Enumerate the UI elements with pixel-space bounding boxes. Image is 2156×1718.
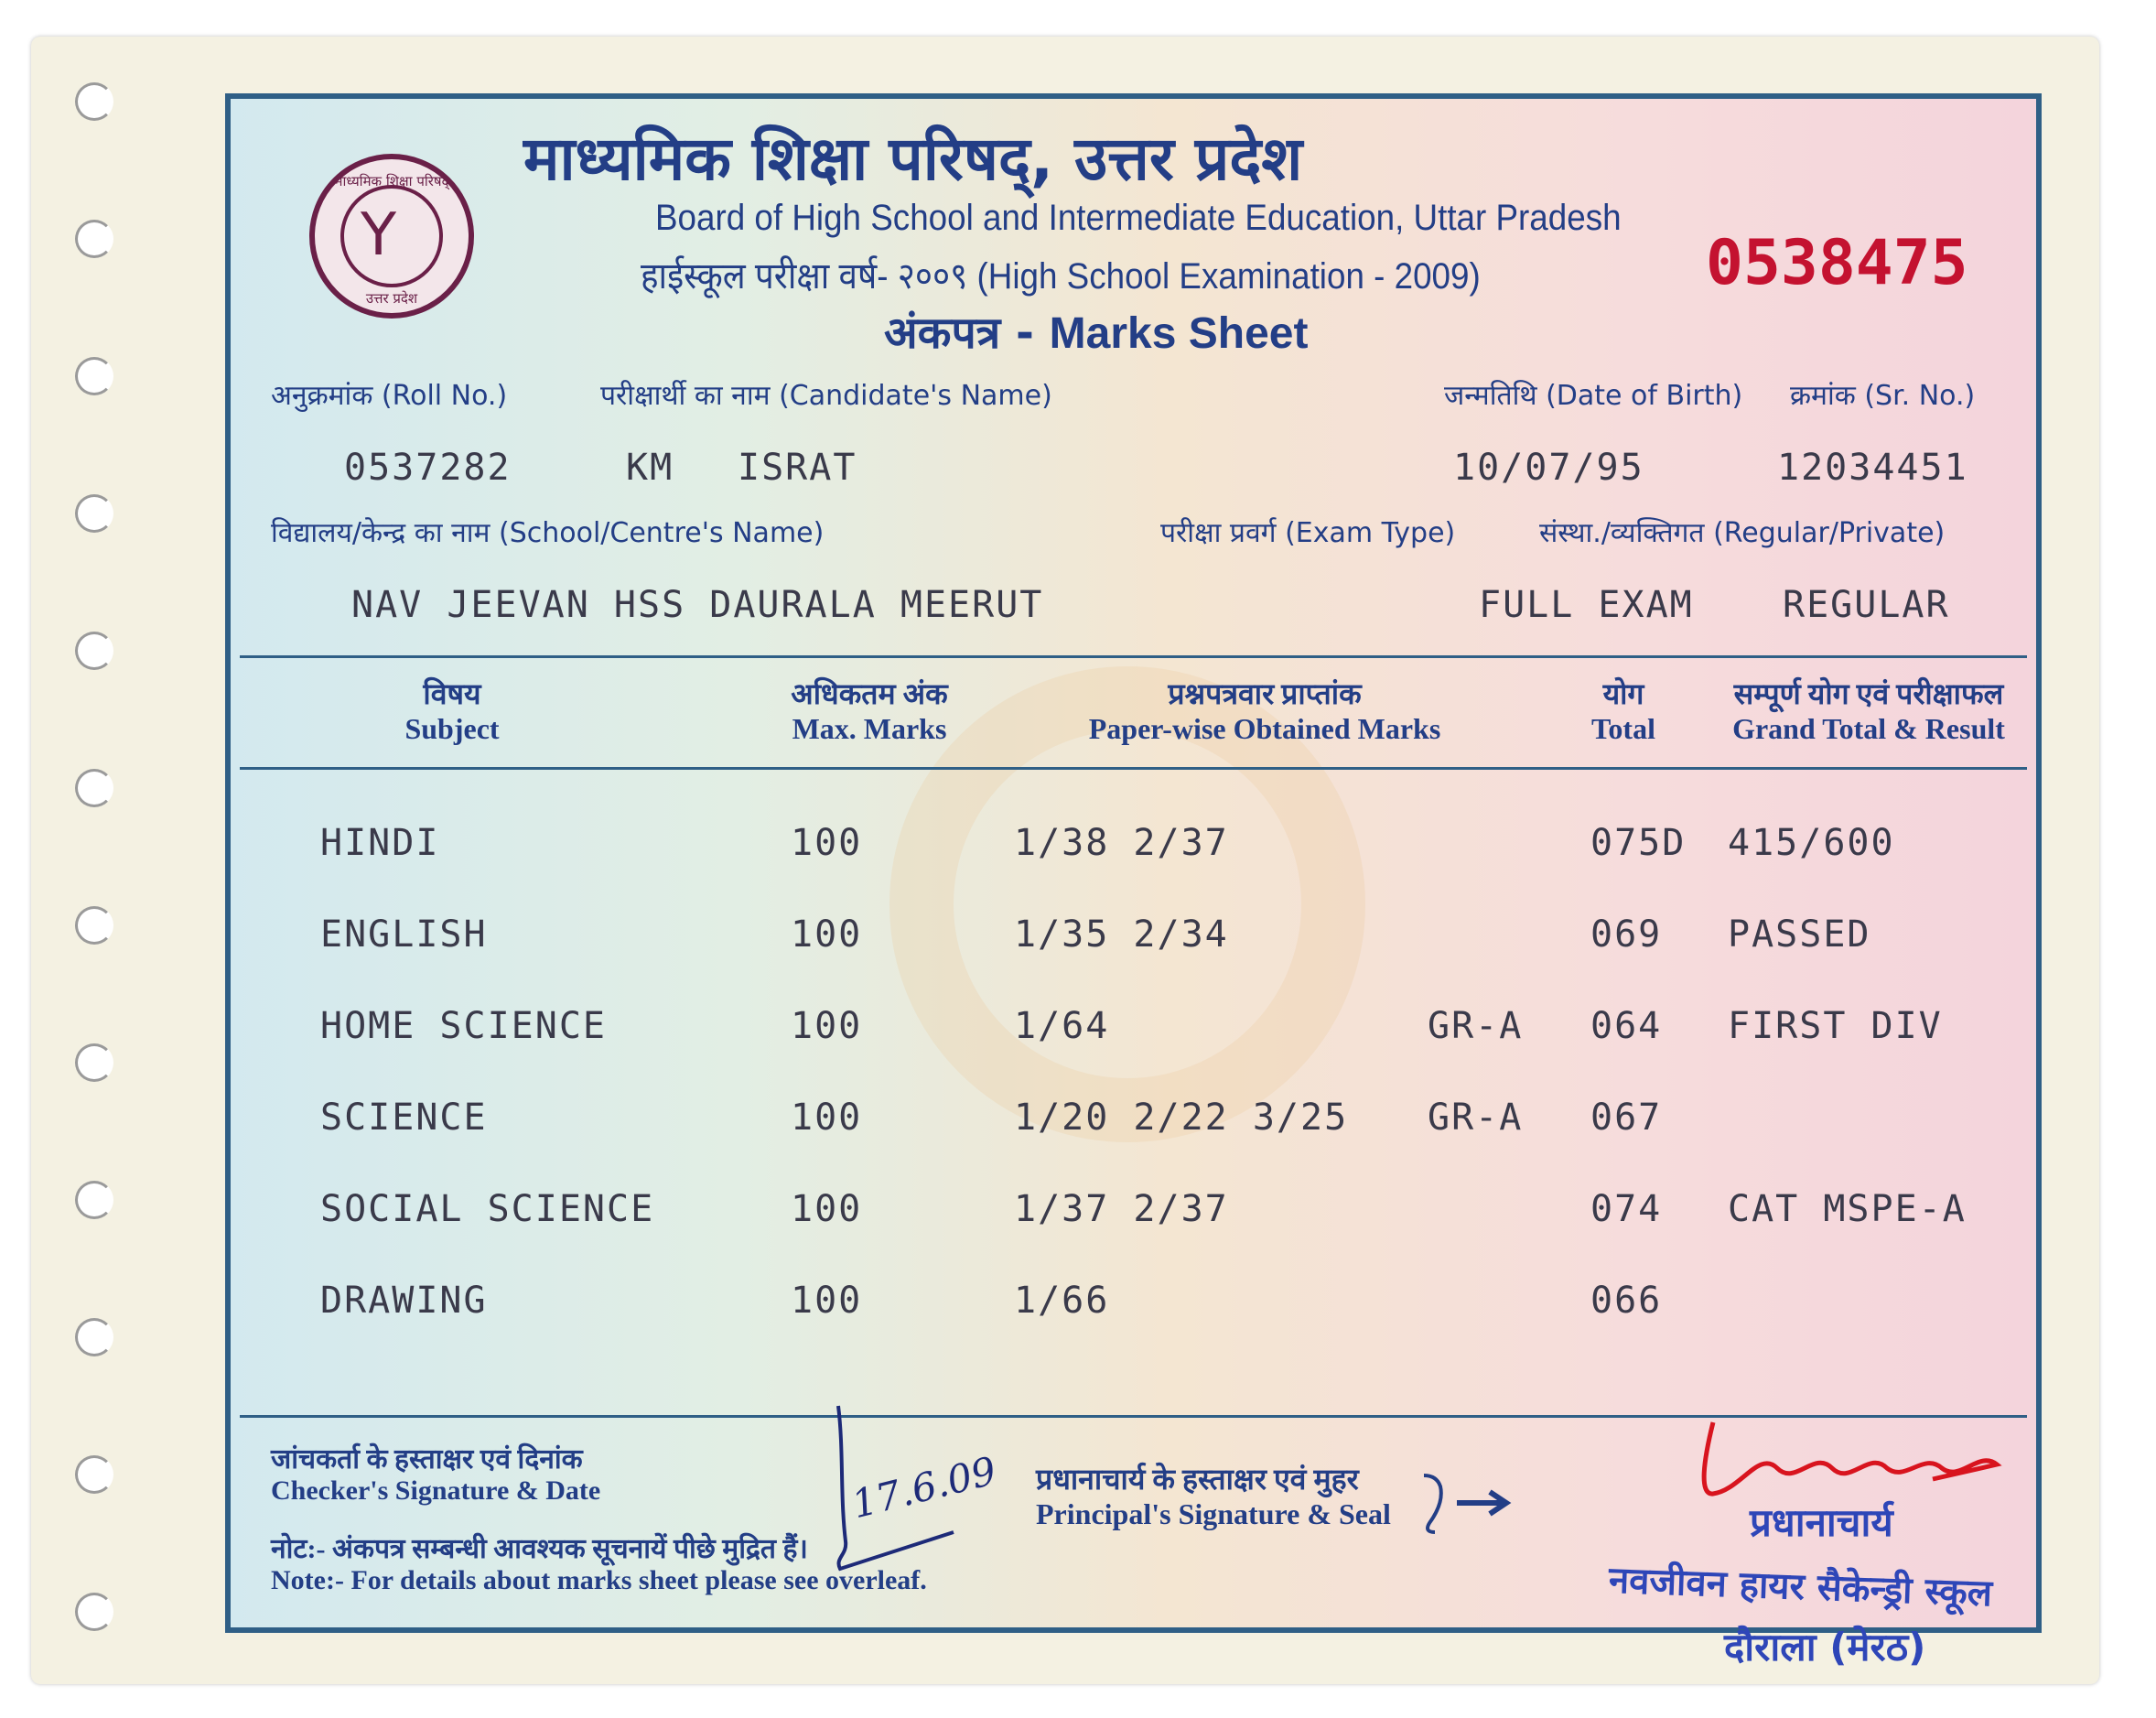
max-marks-header-hindi: अधिकतम अंक	[791, 677, 948, 710]
total-cell: 075D	[1590, 822, 1687, 864]
max-marks-cell: 100	[791, 1188, 863, 1230]
emblem-icon: Y	[361, 201, 397, 269]
max-marks-cell: 100	[791, 1097, 863, 1139]
principal-signature	[1704, 1422, 1997, 1494]
principal-label: Principal's Signature & Seal	[1036, 1497, 1391, 1530]
result-cell: CAT MSPE-A	[1728, 1188, 1967, 1230]
binder-hole	[75, 82, 113, 121]
binder-hole	[75, 1593, 113, 1631]
paper-marks-cell: 1/35 2/34	[1014, 913, 1229, 956]
total-cell: 074	[1590, 1188, 1663, 1230]
subject-header: Subject	[404, 712, 500, 745]
binder-hole	[75, 906, 113, 945]
total-header-hindi: योग	[1602, 677, 1644, 710]
binder-hole	[75, 1043, 113, 1082]
arrow-right-icon	[1457, 1492, 1506, 1514]
principal-label-hindi: प्रधानाचार्य के हस्ताक्षर एवं मुहर	[1036, 1463, 1359, 1496]
max-marks-cell: 100	[791, 1005, 863, 1047]
binder-hole	[75, 1181, 113, 1219]
binder-hole	[75, 357, 113, 395]
candidate-name-value: ISRAT	[738, 447, 857, 489]
grand-total-header: Grand Total & Result	[1732, 712, 2005, 745]
paper-marks-header: Paper-wise Obtained Marks	[1088, 712, 1441, 745]
header-divider	[240, 655, 2027, 658]
total-cell: 066	[1590, 1280, 1663, 1322]
board-title-hindi: माध्यमिक शिक्षा परिषद्, उत्तर प्रदेश	[523, 124, 1303, 194]
subject-header-hindi: विषय	[423, 677, 481, 710]
max-marks-cell: 100	[791, 822, 863, 864]
note-hindi: नोट:- अंकपत्र सम्बन्धी आवश्यक सूचनायें पीछे मुद्रित हैं।	[271, 1534, 808, 1564]
binder-hole	[75, 1318, 113, 1356]
binder-hole	[75, 769, 113, 807]
serial-number: 0538475	[1706, 227, 1968, 299]
grade-cell: GR-A	[1428, 1097, 1524, 1139]
subject-cell: DRAWING	[320, 1280, 488, 1322]
total-cell: 067	[1590, 1097, 1663, 1139]
subject-cell: SOCIAL SCIENCE	[320, 1188, 655, 1230]
max-marks-cell: 100	[791, 1280, 863, 1322]
exam-type-label: परीक्षा प्रवर्ग (Exam Type)	[1160, 517, 1456, 549]
checker-label: Checker's Signature & Date	[271, 1475, 601, 1506]
max-marks-header: Max. Marks	[792, 712, 947, 745]
regular-private-label: संस्था./व्यक्तिगत (Regular/Private)	[1539, 517, 1946, 549]
sheet-title-hindi: अंकपत्र	[884, 308, 1001, 359]
binder-hole	[75, 632, 113, 670]
max-marks-cell: 100	[791, 913, 863, 956]
exam-title: हाईस्कूल परीक्षा वर्ष- २००९ (High School Examination - 2009)	[641, 256, 1481, 297]
total-cell: 064	[1590, 1005, 1663, 1047]
sheet-title-separator: -	[1016, 308, 1034, 359]
stamp-location: दौराला (मेरठ)	[1724, 1625, 1926, 1669]
dob-value: 10/07/95	[1453, 447, 1644, 489]
subject-cell: HOME SCIENCE	[320, 1005, 607, 1047]
brace-icon	[1424, 1475, 1441, 1532]
result-cell: FIRST DIV	[1728, 1005, 1943, 1047]
regular-private-value: REGULAR	[1783, 584, 1950, 626]
paper-marks-header-hindi: प्रश्नपत्रवार प्राप्तांक	[1168, 677, 1362, 710]
checker-date: 17.6.09	[847, 1447, 1001, 1528]
paper-marks-cell: 1/64	[1014, 1005, 1110, 1047]
note-english: Note:- For details about marks sheet please see overleaf.	[271, 1565, 927, 1595]
subject-cell: SCIENCE	[320, 1097, 488, 1139]
total-cell: 069	[1590, 913, 1663, 956]
paper-marks-cell: 1/66	[1014, 1280, 1110, 1322]
sr-no-label: क्रमांक (Sr. No.)	[1790, 380, 1976, 412]
grand-total-header-hindi: सम्पूर्ण योग एवं परीक्षाफल	[1733, 677, 2004, 710]
roll-no-label: अनुक्रमांक (Roll No.)	[271, 380, 508, 412]
subject-cell: ENGLISH	[320, 913, 488, 956]
candidate-name-label: परीक्षार्थी का नाम (Candidate's Name)	[600, 380, 1052, 412]
logo-inner-ring	[340, 185, 443, 287]
binder-hole	[75, 494, 113, 533]
exam-type-value: FULL EXAM	[1479, 584, 1694, 626]
paper-marks-cell: 1/38 2/37	[1014, 822, 1229, 864]
sheet-title	[884, 302, 1308, 362]
sheet-title-english: Marks Sheet	[1049, 309, 1309, 358]
checker-label-hindi: जांचकर्ता के हस्ताक्षर एवं दिनांक	[271, 1444, 583, 1475]
candidate-name-prefix: KM	[626, 447, 674, 489]
school-name-label: विद्यालय/केन्द्र का नाम (School/Centre's Name)	[271, 517, 825, 549]
table-header-divider	[240, 767, 2027, 770]
marks-sheet-card	[225, 93, 2042, 1633]
total-header: Total	[1591, 712, 1655, 745]
binder-hole	[75, 1455, 113, 1494]
stamp-principal: प्रधानाचार्य	[1750, 1500, 1893, 1545]
school-name-value: NAV JEEVAN HSS DAURALA MEERUT	[351, 584, 1044, 626]
logo-text-top: माध्यमिक शिक्षा परिषद्	[334, 173, 449, 189]
result-cell: 415/600	[1728, 822, 1895, 864]
subject-cell: HINDI	[320, 822, 440, 864]
board-logo	[309, 154, 474, 319]
logo-text-bottom: उत्तर प्रदेश	[365, 290, 418, 307]
paper-marks-cell: 1/37 2/37	[1014, 1188, 1229, 1230]
dob-label: जन्मतिथि (Date of Birth)	[1444, 380, 1743, 412]
checker-signature	[838, 1406, 954, 1569]
binder-hole	[75, 220, 113, 258]
board-title-english: Board of High School and Intermediate Education, Uttar Pradesh	[655, 198, 1622, 238]
paper-marks-cell: 1/20 2/22 3/25	[1014, 1097, 1349, 1139]
stamp-school-name: नवजीवन हायर सैकेन्ड्री स्कूल	[1608, 1559, 1993, 1615]
sr-no-value: 12034451	[1777, 447, 1968, 489]
result-cell: PASSED	[1728, 913, 1871, 956]
grade-cell: GR-A	[1428, 1005, 1524, 1047]
roll-no-value: 0537282	[344, 447, 512, 489]
